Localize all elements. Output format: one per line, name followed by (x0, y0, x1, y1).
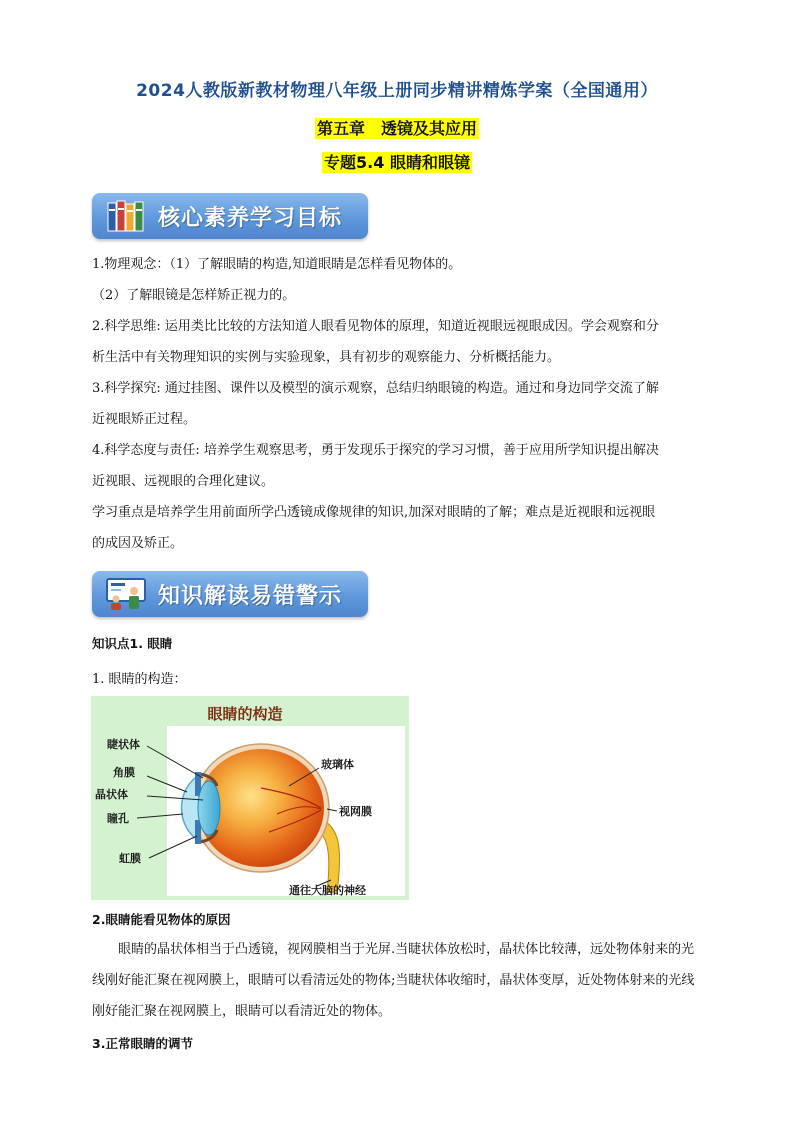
chapter-title-text: 第五章 透镜及其应用 (316, 119, 477, 138)
goal-line: 1.物理观念：（1）了解眼睛的构造,知道眼睛是怎样看见物体的。 (92, 257, 462, 272)
goal-line: （2）了解眼镜是怎样矫正视力的。 (92, 288, 296, 303)
core-goals-banner (92, 193, 368, 239)
label-vitreous: 玻璃体 (321, 758, 354, 771)
label-cornea: 角膜 (113, 766, 135, 779)
goal-line: 的成因及矫正。 (92, 536, 184, 551)
label-pupil: 瞳孔 (107, 812, 129, 825)
eye-structure-figure (91, 696, 409, 900)
eye-structure-heading: 1. 眼睛的构造： (92, 672, 187, 687)
goals-paragraph (92, 249, 704, 559)
figure-title: 眼睛的构造 (207, 705, 283, 723)
label-nerve: 通往大脑的神经 (289, 884, 366, 897)
knowledge-point-title: 知识点1. 眼睛 (92, 636, 173, 651)
goal-line: 4.科学态度与责任: 培养学生观察思考，勇于发现乐于探究的学习习惯，善于应用所学知识提出解决 (92, 443, 659, 458)
goal-line: 学习重点是培养学生用前面所学凸透镜成像规律的知识,加深对眼睛的了解；难点是近视眼和远视眼 (92, 505, 656, 520)
goal-line: 3.科学探究: 通过挂图、课件以及模型的演示观察，总结归纳眼镜的构造。通过和身边同学交流了解 (92, 381, 659, 396)
books-icon (104, 198, 148, 234)
eye-seeing-reason-text: 眼睛的晶状体相当于凸透镜，视网膜相当于光屏.当睫状体放松时，晶状体比较薄，远处物体射来的光线刚好能汇聚在视网膜上，眼睛可以看清远处的物体;当睫状体收缩时，晶状体变厚，近处物体射来的光线刚好能汇聚在视网膜上，眼睛可以看清近处的物体。 (92, 942, 695, 1019)
eye-seeing-reason-title: 2.眼睛能看见物体的原因 (92, 912, 231, 927)
topic-title-text: 专题5.4 眼睛和眼镜 (324, 153, 470, 172)
teacher-icon (104, 576, 148, 612)
goal-line: 2.科学思维: 运用类比比较的方法知道人眼看见物体的原理，知道近视眼远视眼成因。学会观察和分 (92, 319, 659, 334)
document-title: 2024人教版新教材物理八年级上册同步精讲精炼学案（全国通用） (136, 81, 658, 101)
knowledge-banner (92, 571, 368, 617)
label-ciliary: 睫状体 (107, 738, 140, 751)
goal-line: 近视眼矫正过程。 (92, 412, 197, 427)
knowledge-banner-text: 知识解读易错警示 (158, 583, 343, 609)
label-iris: 虹膜 (119, 852, 141, 865)
goal-line: 近视眼、远视眼的合理化建议。 (92, 474, 275, 489)
core-goals-banner-text: 核心素养学习目标 (158, 205, 343, 231)
label-lens: 晶状体 (95, 788, 128, 801)
eye-diagram (91, 696, 409, 900)
label-retina: 视网膜 (339, 805, 372, 818)
normal-eye-adjustment-title: 3.正常眼睛的调节 (92, 1036, 193, 1051)
goal-line: 析生活中有关物理知识的实例与实验现象，具有初步的观察能力、分析概括能力。 (92, 350, 561, 365)
topic-title (0, 150, 794, 173)
chapter-title (0, 116, 794, 139)
